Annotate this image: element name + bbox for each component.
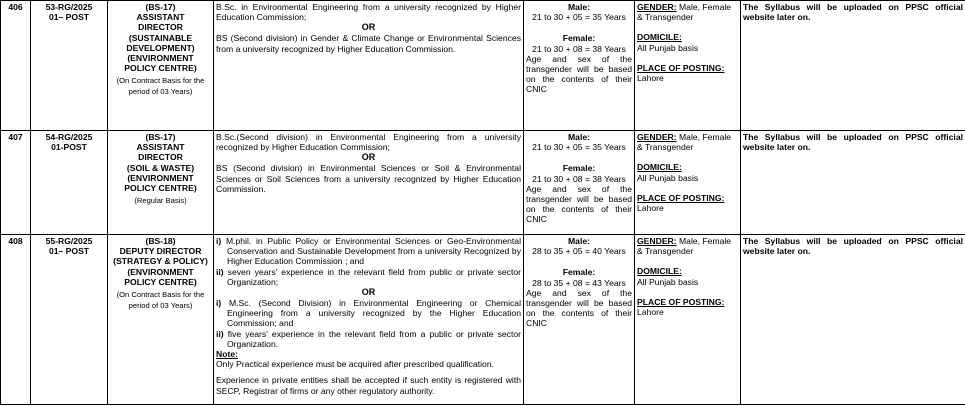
post-title-line: DIRECTOR — [138, 22, 183, 33]
table-row — [1, 131, 965, 235]
item-number: i) — [216, 298, 222, 309]
note-text: Experience in private entities shall be accepted if such entity is registered with SECP, Registrar of firms or any other regulatory authority. — [216, 375, 521, 396]
female-age: 21 to 30 + 08 = 38 Years — [532, 43, 626, 54]
item-text: M.phil. in Public Policy or Environmental Sciences or Geo-Environmental Conservation and Sustainable Development from a university Recognized by Higher Education Commission ; and — [225, 236, 521, 267]
domicile-value: All Punjab basis — [637, 42, 699, 53]
post-title-line: ASSISTANT — [136, 12, 185, 23]
conditions-cell — [635, 235, 741, 405]
qualification-cell — [214, 1, 524, 131]
post-title-line: (SOIL & WASTE) — [126, 162, 195, 173]
post-title-line: DEVELOPMENT) — [126, 42, 195, 53]
post-title-line: DIRECTOR — [138, 152, 183, 163]
item-text: five years' experience in the relevant field from a public or private sector Organization. — [227, 328, 522, 349]
male-age: 28 to 35 + 05 = 40 Years — [532, 246, 626, 257]
post-cell — [108, 131, 214, 235]
qualification-item — [216, 267, 521, 287]
or-separator: OR — [361, 22, 376, 33]
domicile-value: All Punjab basis — [637, 172, 699, 183]
qualification-item — [216, 329, 521, 349]
item-number: ii) — [216, 266, 224, 277]
post-title-line: POLICY CENTRE) — [124, 276, 197, 287]
case-number: 53-RG/2025 — [45, 2, 93, 12]
qualification-item — [216, 236, 521, 267]
post-basis: (Regular Basis) — [134, 196, 187, 206]
qualification-text: B.Sc. in Environmental Engineering from a university recognized by Higher Education Commission; — [216, 2, 521, 23]
domicile-value: All Punjab basis — [637, 276, 699, 287]
posting-value: Lahore — [637, 203, 664, 214]
post-title-line: POLICY CENTRE) — [124, 183, 197, 194]
post-title-line: (ENVIRONMENT — [127, 53, 194, 64]
case-cell — [31, 1, 108, 131]
post-title-line: DEPUTY DIRECTOR — [119, 246, 202, 257]
case-number: 54-RG/2025 — [45, 132, 93, 142]
qualification-cell — [214, 235, 524, 405]
domicile-label: DOMICILE: — [637, 266, 682, 277]
serial-number: 408 — [1, 235, 31, 405]
case-number: 55-RG/2025 — [45, 236, 93, 246]
domicile-label: DOMICILE: — [637, 32, 682, 43]
syllabus-note: The Syllabus will be uploaded on PPSC official website later on. — [741, 235, 965, 405]
posting-label: PLACE OF POSTING: — [637, 192, 725, 203]
qualification-cell — [214, 131, 524, 235]
table-row — [1, 235, 965, 405]
table-row — [1, 1, 965, 131]
domicile-label: DOMICILE: — [637, 162, 682, 173]
posting-value: Lahore — [637, 307, 664, 318]
post-basis: (On Contract Basis for the period of 03 Years) — [116, 76, 205, 97]
post-count: 01– POST — [48, 12, 90, 23]
age-cell — [524, 131, 635, 235]
case-cell — [31, 235, 108, 405]
female-label: Female: — [562, 267, 596, 278]
posting-label: PLACE OF POSTING: — [637, 296, 725, 307]
or-separator: OR — [361, 152, 376, 163]
age-cell — [524, 235, 635, 405]
gender-value: Male, Female & Transgender — [637, 2, 732, 23]
post-title-line: (ENVIRONMENT — [127, 266, 194, 277]
conditions-cell — [635, 131, 741, 235]
male-age: 21 to 30 + 05 = 35 Years — [532, 142, 626, 153]
syllabus-note: The Syllabus will be uploaded on PPSC official website later on. — [741, 1, 965, 131]
note-text: Only Practical experience must be acquired after prescribed qualification. — [216, 359, 495, 370]
or-separator: OR — [361, 287, 376, 298]
post-title-line: (ENVIRONMENT — [127, 172, 194, 183]
post-title-line: ASSISTANT — [136, 142, 185, 153]
serial-number: 407 — [1, 131, 31, 235]
post-count: 01– POST — [48, 246, 90, 257]
qualification-text: B.Sc.(Second division) in Environmental Engineering from a university recognized by Higher Education Commission; — [216, 132, 521, 153]
item-number: ii) — [216, 328, 224, 339]
post-scale: (BS-17) — [145, 2, 176, 12]
male-age: 21 to 30 + 05 = 35 Years — [532, 12, 626, 23]
gender-value: Male, Female & Transgender — [637, 132, 732, 153]
post-cell — [108, 235, 214, 405]
male-label: Male: — [568, 236, 590, 246]
gender-value: Male, Female & Transgender — [637, 236, 732, 257]
transgender-age-note: Age and sex of the transgender will be based on the contents of their CNIC — [526, 287, 632, 329]
post-scale: (BS-18) — [145, 236, 176, 246]
post-title-line: (SUSTAINABLE — [128, 32, 193, 43]
conditions-cell — [635, 1, 741, 131]
post-title-line: POLICY CENTRE) — [124, 63, 197, 74]
female-label: Female: — [562, 33, 596, 44]
qualification-text: BS (Second division) in Gender & Climate Change or Environmental Sciences from a university recognized by Higher Education Commission. — [216, 33, 521, 54]
post-count: 01-POST — [51, 142, 87, 153]
post-title-line: (STRATEGY & POLICY) — [113, 256, 208, 267]
male-label: Male: — [568, 2, 590, 12]
post-scale: (BS-17) — [145, 132, 176, 142]
item-text: seven years' experience in the relevant field from public or private sector Organization; — [227, 266, 521, 287]
case-cell — [31, 131, 108, 235]
female-age: 28 to 35 + 08 = 43 Years — [532, 277, 626, 288]
posting-label: PLACE OF POSTING: — [637, 62, 725, 73]
male-label: Male: — [568, 132, 590, 142]
gender-label: GENDER: — [637, 236, 677, 246]
syllabus-note: The Syllabus will be uploaded on PPSC official website later on. — [741, 131, 965, 235]
gender-label: GENDER: — [637, 132, 677, 142]
item-number: i) — [216, 236, 222, 246]
note-label: Note: — [216, 349, 238, 360]
gender-label: GENDER: — [637, 2, 677, 12]
age-cell — [524, 1, 635, 131]
qualification-item — [216, 298, 521, 329]
post-cell — [108, 1, 214, 131]
post-basis: (On Contract Basis for the period of 03 Years) — [116, 290, 205, 311]
transgender-age-note: Age and sex of the transgender will be based on the contents of their CNIC — [526, 53, 632, 95]
posting-value: Lahore — [637, 73, 664, 84]
item-text: M.Sc. (Second Division) in Environmental Engineering or Chemical Engineering from a university recognized by the Higher Education Commission; and — [227, 298, 521, 329]
serial-number: 406 — [1, 1, 31, 131]
female-label: Female: — [562, 163, 596, 174]
transgender-age-note: Age and sex of the transgender will be based on the contents of their CNIC — [526, 183, 632, 225]
female-age: 21 to 30 + 08 = 38 Years — [532, 173, 626, 184]
qualification-text: BS (Second division) in Environmental Sciences or Soil & Environmental Sciences or Soil Sciences from a university recognized by Higher Education Commission. — [216, 163, 521, 194]
